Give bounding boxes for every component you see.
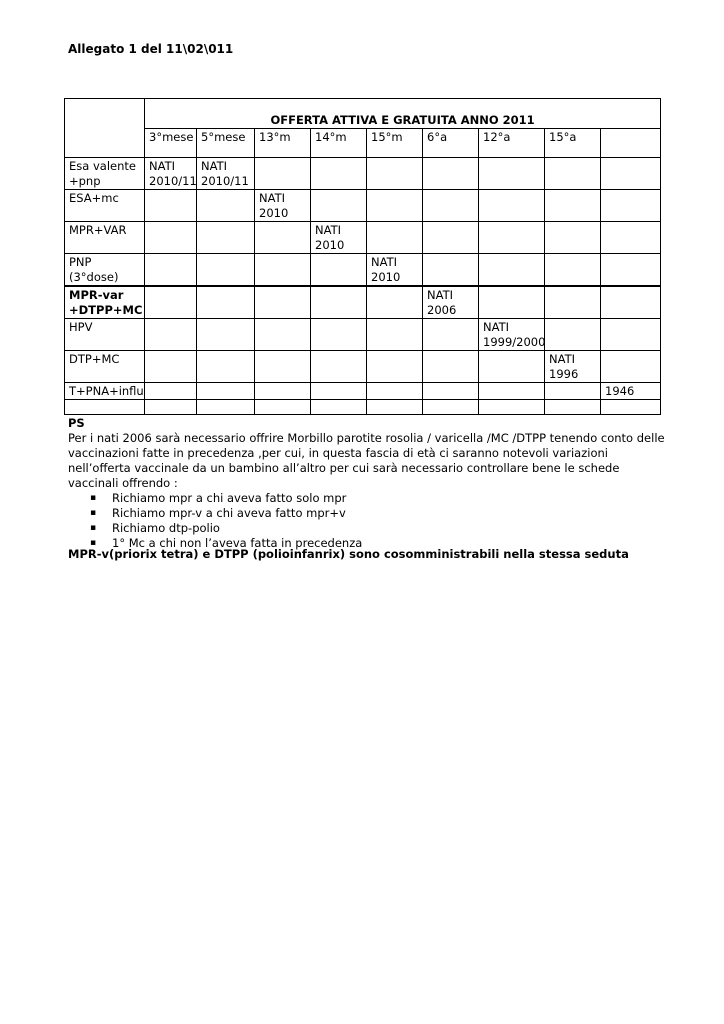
table-cell [479,400,545,415]
table-cell [545,286,601,319]
square-bullet-icon: ▪ [90,508,97,518]
table-cell [145,351,197,383]
table-cell [197,190,255,222]
row-label [65,400,145,415]
table-cell [601,319,661,351]
corner-cell [65,99,145,158]
table-cell [145,190,197,222]
document-title: Allegato 1 del 11\02\011 [68,42,234,56]
table-cell [145,222,197,254]
table-cell [311,254,367,287]
table-cell [255,351,311,383]
table-row [65,400,661,415]
table-cell [423,254,479,287]
table-cell: NATI 1996 [545,351,601,383]
table-cell [479,351,545,383]
column-header: 3°mese [145,129,197,158]
list-item [90,506,668,521]
table-row [65,158,661,190]
table-cell [197,400,255,415]
table-cell [145,254,197,287]
list-item-text: Richiamo dtp-polio [112,521,220,535]
table-cell [367,319,423,351]
table-cell [423,400,479,415]
row-label: Esa valente +pnp [65,158,145,190]
table-cell [255,383,311,400]
row-label: PNP (3°dose) [65,254,145,287]
table-row [65,286,661,319]
table-cell [423,351,479,383]
table-cell [197,254,255,287]
column-header: 6°a [423,129,479,158]
table-cell [311,158,367,190]
table-cell [367,400,423,415]
table-cell [255,319,311,351]
row-label: MPR-var +DTPP+MC [65,286,145,319]
table-cell [311,286,367,319]
column-header: 14°m [311,129,367,158]
ps-list [68,491,668,551]
table-cell [545,319,601,351]
table-cell: NATI 2010/11 [197,158,255,190]
table-cell [197,351,255,383]
table-cell [479,286,545,319]
table-cell [423,383,479,400]
table-cell [545,222,601,254]
table-heading: OFFERTA ATTIVA E GRATUITA ANNO 2011 [145,99,661,129]
table-cell [601,286,661,319]
table-cell [601,222,661,254]
table-cell: NATI 2010 [311,222,367,254]
table-cell [255,254,311,287]
column-header: 12°a [479,129,545,158]
table-cell [423,158,479,190]
table-cell [197,383,255,400]
table-row [65,351,661,383]
table-cell [311,400,367,415]
table-cell [479,383,545,400]
table-row [65,319,661,351]
table-cell [479,158,545,190]
square-bullet-icon: ▪ [90,493,97,503]
column-header: 5°mese [197,129,255,158]
list-item-text: Richiamo mpr a chi aveva fatto solo mpr [112,491,347,505]
row-label: HPV [65,319,145,351]
table-cell [479,190,545,222]
table-cell [311,319,367,351]
row-label: ESA+mc [65,190,145,222]
list-item [90,491,668,506]
table-cell: NATI 1999/2000 [479,319,545,351]
table-cell [601,190,661,222]
table-row [65,222,661,254]
list-item [90,521,668,536]
table-cell [145,286,197,319]
column-header: 15°a [545,129,601,158]
bold-note: MPR-v(priorix tetra) e DTPP (polioinfanrix) sono cosomministrabili nella stessa seduta [68,547,629,561]
table-cell [601,254,661,287]
table-cell [367,190,423,222]
table-cell [367,222,423,254]
column-header-row [65,129,661,158]
table-cell [197,319,255,351]
table-cell [145,319,197,351]
table-cell [423,319,479,351]
table-cell [311,383,367,400]
table-cell [255,222,311,254]
table-cell: 1946 [601,383,661,400]
table-cell: NATI 2010/11 [145,158,197,190]
column-header: 13°m [255,129,311,158]
table-cell [367,158,423,190]
table-cell [423,190,479,222]
table-cell [367,383,423,400]
ps-heading: PS [68,416,85,430]
table-cell [367,351,423,383]
table-cell: NATI 2010 [255,190,311,222]
table-cell [197,222,255,254]
vaccination-table [64,98,661,415]
list-item-text: Richiamo mpr-v a chi aveva fatto mpr+v [112,506,346,520]
column-header [601,129,661,158]
table-cell [423,222,479,254]
ps-paragraph: Per i nati 2006 sarà necessario offrire Morbillo parotite rosolia / varicella /MC /DTPP tenendo conto delle vaccinazioni fatte in precedenza ,per cui, in questa fascia di età ci saranno notevoli variazioni nell’offerta vaccinale da un bambino all’altro per cui sarà necessario controllare bene le schede vaccinali offrendo : [68,431,665,490]
table-cell [197,286,255,319]
row-label: T+PNA+influ [65,383,145,400]
table-row [65,383,661,400]
table-cell [545,254,601,287]
table-cell [479,254,545,287]
table-cell [479,222,545,254]
square-bullet-icon: ▪ [90,523,97,533]
list-item-text: 1° Mc a chi non l’aveva fatta in precedenza [112,536,363,550]
table-cell [545,190,601,222]
column-header: 15°m [367,129,423,158]
table-cell [545,400,601,415]
row-label: DTP+MC [65,351,145,383]
table-cell [145,400,197,415]
table-cell [601,351,661,383]
square-bullet-icon: ▪ [90,538,97,548]
table-cell [255,286,311,319]
table-cell [367,286,423,319]
row-label: MPR+VAR [65,222,145,254]
table-cell [311,351,367,383]
table-row [65,254,661,287]
table-cell [255,158,311,190]
table-cell: NATI 2006 [423,286,479,319]
table-cell: NATI 2010 [367,254,423,287]
ps-section [68,416,668,551]
table-cell [145,383,197,400]
table-cell [311,190,367,222]
table-cell [601,400,661,415]
table-cell [545,158,601,190]
table-cell [601,158,661,190]
table-cell [255,400,311,415]
table-cell [545,383,601,400]
table-row [65,190,661,222]
